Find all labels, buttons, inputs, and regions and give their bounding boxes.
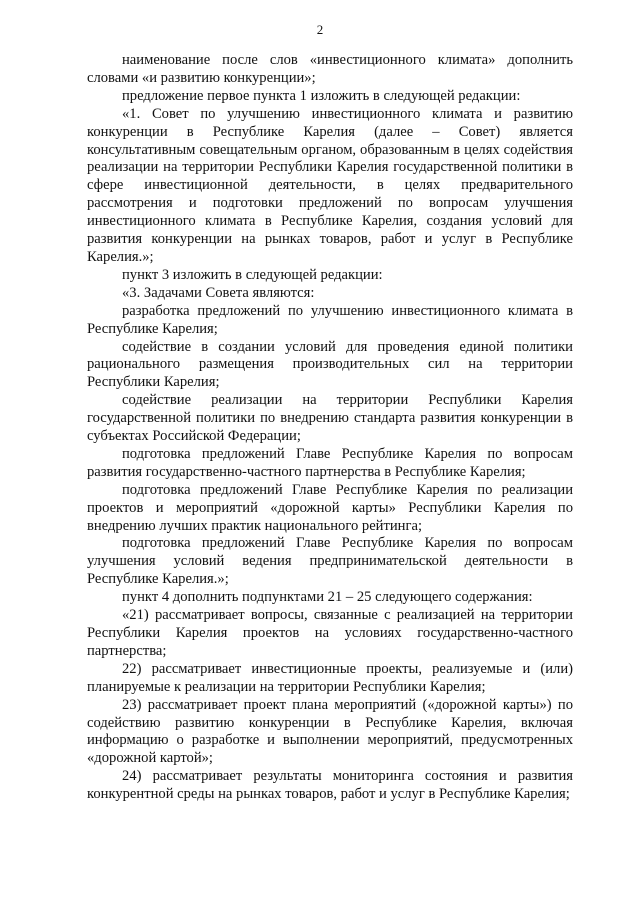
paragraph-7: содействие в создании условий для проведения единой политики рационального размещения производительных сил на территории Республики Карелия; [87, 338, 573, 391]
paragraph-11: подготовка предложений Главе Республике Карелия по вопросам улучшения условий ведения предпринимательской деятельности в Республике Карелия.»; [87, 535, 573, 588]
paragraph-9: подготовка предложений Главе Республике Карелия по вопросам развития государственно-частного партнерства в Республике Карелия; [87, 445, 573, 480]
paragraph-1: наименование после слов «инвестиционного климата» дополнить словами «и развитию конкуренции»; [87, 52, 573, 86]
paragraph-8: содействие реализации на территории Республики Карелия государственной политики по внедрению стандарта развития конкуренции в субъектах Российской Федерации; [87, 392, 573, 445]
paragraph-12: пункт 4 дополнить подпунктами 21 – 25 следующего содержания: [122, 589, 533, 606]
paragraph-14: 22) рассматривает инвестиционные проекты, реализуемые и (или) планируемые к реализации на территории Республики Карелия; [87, 660, 573, 695]
paragraph-4: пункт 3 изложить в следующей редакции: [122, 266, 383, 283]
paragraph-10: подготовка предложений Главе Республике Карелия по реализации проектов и мероприятий «дорожной карты» Республики Карелия по внедрению лучших практик национального рейтинга; [87, 481, 573, 534]
paragraph-13: «21) рассматривает вопросы, связанные с реализацией на территории Республики Карелия проектов на условиях государственно-частного партнерства; [87, 607, 573, 659]
paragraph-16: 24) рассматривает результаты мониторинга состояния и развития конкурентной среды на рынках товаров, работ и услуг в Республике Карелия; [87, 768, 573, 803]
paragraph-5: «3. Задачами Совета являются: [122, 284, 315, 301]
paragraph-15: 23) рассматривает проект плана мероприятий («дорожной карты») по содействию развитию конкуренции в Республике Карелия, включая информацию о разработке и выполнении мероприятий, предусмотренных «дорожной картой»; [87, 696, 573, 767]
paragraph-3: «1. Совет по улучшению инвестиционного климата и развитию конкуренции в Республике Карелия (далее – Совет) является консультативным совещательным органом, образованным в целях содействия реализации на территории Республики Карелия государственной политики в сфере инвестиционной деятельности, в целях предварительного рассмотрения и подготовки предложений по вопросам улучшения инвестиционного климата в Республике Карелия, создания условий для развития конкуренции на рынках товаров, работ и услуг в Республике Карелия.»; [87, 105, 573, 265]
page-number: 2 [316, 22, 324, 37]
paragraph-2: предложение первое пункта 1 изложить в следующей редакции: [122, 87, 521, 104]
document-body [87, 52, 573, 804]
paragraph-6: разработка предложений по улучшению инвестиционного климата в Республике Карелия; [87, 302, 573, 337]
